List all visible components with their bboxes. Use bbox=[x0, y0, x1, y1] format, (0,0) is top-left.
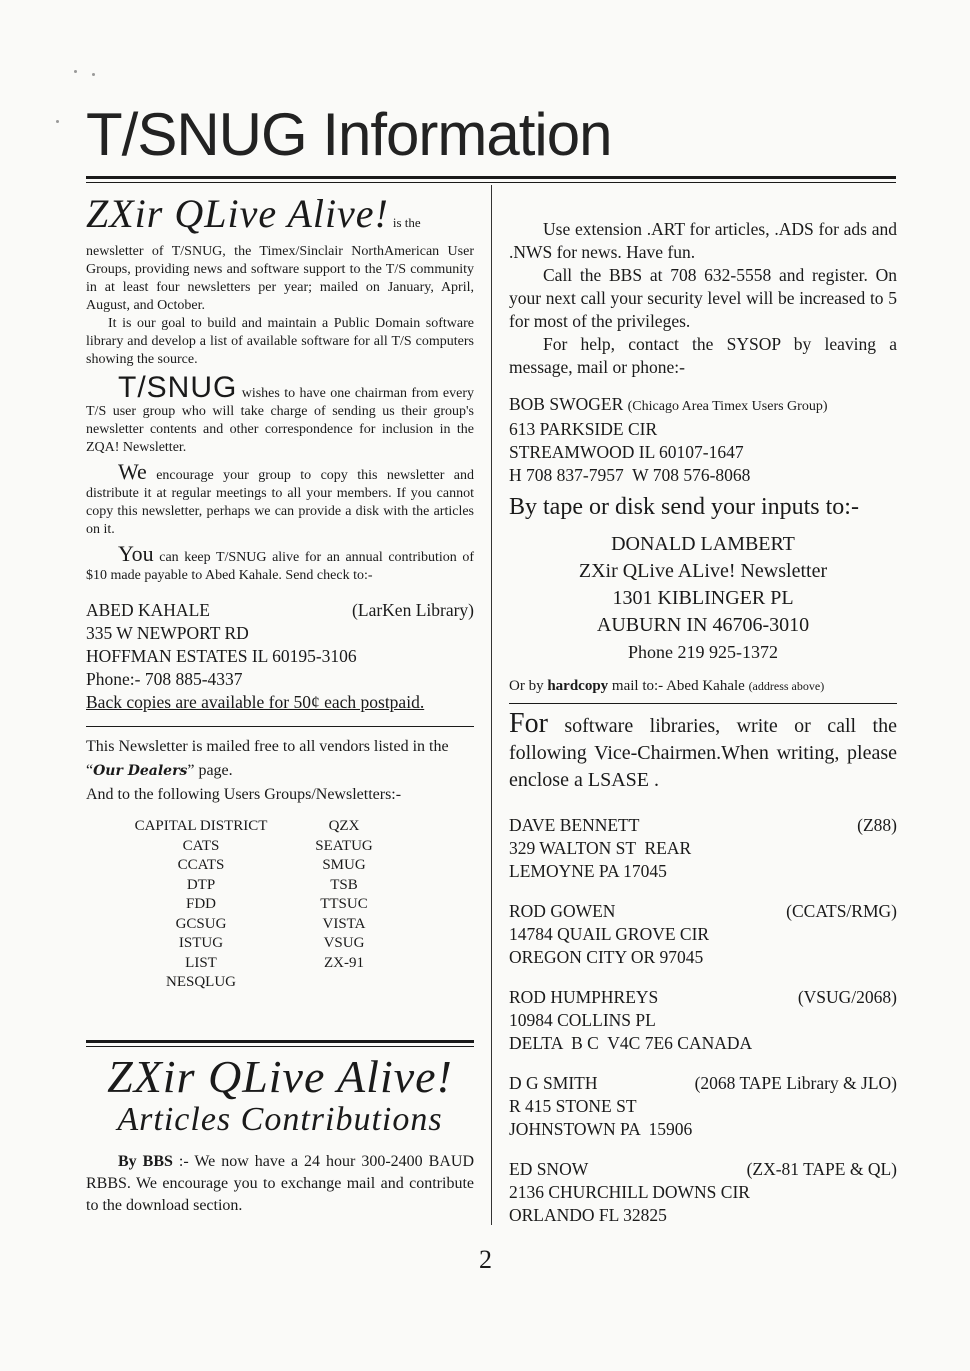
copy-paragraph bbox=[86, 459, 474, 539]
group-name: TSB bbox=[330, 876, 358, 893]
scan-speck bbox=[74, 70, 77, 73]
address-phone: Phone:- 708 885-4337 bbox=[86, 669, 243, 689]
extensions-text: Use extension .ART for articles, .ADS for ads and .NWS for news. Have fun. bbox=[509, 219, 897, 262]
intro-block bbox=[86, 192, 474, 245]
vice-chairman-tag: (Z88) bbox=[857, 815, 897, 835]
right-column bbox=[509, 218, 897, 1244]
vice-chairman-name: DAVE BENNETT bbox=[509, 815, 640, 835]
vice-chairman-street: 14784 QUAIL GROVE CIR bbox=[509, 924, 710, 944]
vice-chairman-street: 329 WALTON ST REAR bbox=[509, 838, 692, 858]
group-name: CAPITAL DISTRICT bbox=[134, 818, 268, 834]
vice-chairman-city: DELTA B C V4C 7E6 CANADA bbox=[509, 1033, 753, 1053]
editor-phone: Phone 219 925-1372 bbox=[628, 642, 778, 662]
editor-address bbox=[509, 531, 897, 666]
our-dealers-text: Our Dealers bbox=[93, 763, 188, 779]
contribution-text: can keep T/SNUG alive for an annual contribution of $10 made payable to Abed Kahale. Send check to:- bbox=[86, 550, 474, 583]
vice-chairman-header bbox=[509, 1072, 897, 1095]
vice-chairman-name: ROD GOWEN bbox=[509, 901, 616, 921]
group-name: SEATUG bbox=[315, 837, 373, 854]
vice-chairman-header bbox=[509, 900, 897, 923]
editor-city: AUBURN IN 46706-3010 bbox=[596, 614, 810, 636]
software-libraries-text bbox=[509, 710, 897, 794]
hardcopy-note: (address above) bbox=[748, 679, 825, 693]
vice-chairman-city: JOHNSTOWN PA 15906 bbox=[509, 1119, 693, 1139]
vice-chairman-name: ROD HUMPHREYS bbox=[509, 987, 659, 1007]
editor-newsletter: ZXir QLive ALive! Newsletter bbox=[578, 560, 828, 582]
tsnug-word: T/SNUG bbox=[118, 371, 238, 404]
title-rule-thick bbox=[86, 176, 896, 179]
articles-heading: Articles Contributions bbox=[117, 1101, 443, 1138]
vice-chairman-street: R 415 STONE ST bbox=[509, 1096, 637, 1116]
group-name: GCSUG bbox=[175, 915, 227, 932]
scan-speck bbox=[92, 73, 95, 76]
following-groups-heading: And to the following Users Groups/Newsletters:- bbox=[86, 786, 402, 803]
goal-text: It is our goal to build and maintain a Public Domain software library and develop a list of available software for all T/S computers showing the source. bbox=[86, 316, 474, 367]
address-tag: (LarKen Library) bbox=[352, 600, 474, 620]
vice-chairman-street: 2136 CHURCHILL DOWNS CIR bbox=[509, 1182, 750, 1202]
page-title: T/SNUG Information bbox=[86, 101, 612, 168]
kahale-address bbox=[86, 599, 474, 714]
left-column bbox=[86, 192, 474, 993]
address-city: HOFFMAN ESTATES IL 60195-3106 bbox=[86, 646, 357, 666]
sysop-address bbox=[509, 393, 897, 487]
vice-chairman-header bbox=[509, 814, 897, 837]
address-rule bbox=[86, 726, 474, 727]
articles-rule-thick bbox=[86, 1040, 474, 1043]
scan-speck bbox=[56, 120, 59, 123]
group-name: FDD bbox=[185, 896, 216, 912]
sysop-city: STREAMWOOD IL 60107-1647 bbox=[509, 442, 744, 462]
page-number: 2 bbox=[479, 1245, 492, 1274]
vice-chairman-city: ORLANDO FL 32825 bbox=[509, 1205, 667, 1225]
send-inputs-heading: By tape or disk send your inputs to:- bbox=[509, 494, 859, 520]
vice-chairman-name: D G SMITH bbox=[509, 1073, 598, 1093]
group-name: DTP bbox=[186, 876, 216, 893]
newsletter-masthead: ZXir QLive Alive! bbox=[86, 191, 389, 236]
sysop-street: 613 PARKSIDE CIR bbox=[509, 419, 658, 439]
group-name: ZX-91 bbox=[324, 954, 364, 971]
group-name: NESQLUG bbox=[166, 974, 236, 990]
masthead-suffix: is the bbox=[392, 215, 421, 230]
column-divider bbox=[491, 185, 492, 1225]
groups-list bbox=[116, 817, 474, 993]
editor-name: DONALD LAMBERT bbox=[611, 533, 795, 555]
vice-chairman-tag: (2068 TAPE Library & JLO) bbox=[694, 1073, 897, 1093]
vice-chairman-entry bbox=[509, 900, 897, 969]
groups-column-2 bbox=[304, 817, 384, 993]
articles-rule-thin bbox=[86, 1046, 474, 1047]
vice-chairman-tag: (ZX-81 TAPE & QL) bbox=[746, 1159, 897, 1179]
groups-column-1 bbox=[116, 817, 286, 993]
for-word: For bbox=[509, 708, 548, 739]
bbs-label: By BBS bbox=[118, 1153, 173, 1170]
address-street: 335 W NEWPORT RD bbox=[86, 623, 249, 643]
vice-chairman-entry bbox=[509, 1072, 897, 1141]
sysop-name: BOB SWOGER bbox=[509, 394, 624, 414]
group-name: SMUG bbox=[322, 857, 366, 873]
mailed-free-post: ” page. bbox=[187, 762, 233, 779]
vice-chairmen-list bbox=[509, 814, 897, 1227]
bbs-paragraph bbox=[86, 1151, 474, 1217]
hardcopy-pre: Or by bbox=[509, 678, 548, 694]
editor-street: 1301 KIBLINGER PL bbox=[612, 587, 794, 609]
vice-chairman-street: 10984 COLLINS PL bbox=[509, 1010, 656, 1030]
group-name: CATS bbox=[182, 837, 220, 854]
group-name: LIST bbox=[185, 954, 217, 971]
you-word: You bbox=[118, 541, 154, 566]
back-copies-note: Back copies are available for 50¢ each postpaid. bbox=[86, 692, 425, 712]
articles-section bbox=[86, 1050, 474, 1217]
vice-chairman-entry bbox=[509, 814, 897, 883]
title-rule-thin bbox=[86, 182, 896, 183]
intro-text: newsletter of T/SNUG, the Timex/Sinclair NorthAmerican User Groups, providing news and software support to the T/S community in at least four newsletters per year; mailed on January, April, August, and October. bbox=[86, 244, 474, 313]
we-word: We bbox=[118, 459, 147, 484]
vice-chairman-tag: (CCATS/RMG) bbox=[786, 901, 897, 921]
vice-chairman-city: LEMOYNE PA 17045 bbox=[509, 861, 667, 881]
vice-chairman-tag: (VSUG/2068) bbox=[797, 987, 897, 1007]
contribution-paragraph bbox=[86, 541, 474, 585]
group-name: VISTA bbox=[322, 915, 366, 932]
hardcopy-line bbox=[509, 678, 897, 695]
copy-text: encourage your group to copy this newsletter and distribute it at regular meetings to all your members. If you cannot copy this newsletter, perhaps we can provide a disk with the articles on it. bbox=[86, 468, 474, 537]
sysop-phones: H 708 837-7957 W 708 576-8068 bbox=[509, 465, 751, 485]
software-libraries-rest: software libraries, write or call the following Vice-Chairmen.When writing, please enclose a LSASE . bbox=[509, 715, 897, 791]
group-name: ISTUG bbox=[178, 935, 224, 951]
mailed-free-text bbox=[86, 735, 474, 783]
vice-chairman-city: OREGON CITY OR 97045 bbox=[509, 947, 704, 967]
group-name: QZX bbox=[328, 818, 360, 834]
group-name: CCATS bbox=[177, 857, 225, 873]
address-name: ABED KAHALE bbox=[86, 600, 210, 620]
vice-chairman-entry bbox=[509, 1158, 897, 1227]
help-text: For help, contact the SYSOP by leaving a message, mail or phone:- bbox=[509, 334, 897, 377]
mailed-free-pre: This Newsletter is mailed free to all vendors listed in the “ bbox=[86, 738, 449, 779]
chairman-paragraph bbox=[86, 371, 474, 457]
vice-chairman-header bbox=[509, 1158, 897, 1181]
bbs-text: :- We now have a 24 hour 300-2400 BAUD RBBS. We encourage you to exchange mail and contribute to the download section. bbox=[86, 1153, 474, 1214]
call-bbs-text: Call the BBS at 708 632-5558 and register. On your next call your security level will be increased to 5 for most of the privileges. bbox=[509, 265, 897, 331]
vice-chairman-header bbox=[509, 986, 897, 1009]
vice-chairman-entry bbox=[509, 986, 897, 1055]
group-name: TTSUC bbox=[320, 896, 368, 912]
sysop-group: (Chicago Area Timex Users Group) bbox=[627, 399, 828, 414]
hardcopy-post: mail to:- Abed Kahale bbox=[608, 678, 749, 694]
chairman-text: wishes to have one chairman from every T/S user group who will take charge of sending us their group's newsletter contents and other correspondence for inclusion in the ZQA! Newsletter. bbox=[86, 386, 474, 455]
group-name: VSUG bbox=[323, 935, 365, 951]
hardcopy-rule bbox=[509, 703, 897, 704]
hardcopy-bold: hardcopy bbox=[547, 678, 609, 694]
articles-masthead: ZXir QLive Alive! bbox=[107, 1051, 453, 1102]
vice-chairman-name: ED SNOW bbox=[509, 1159, 589, 1179]
